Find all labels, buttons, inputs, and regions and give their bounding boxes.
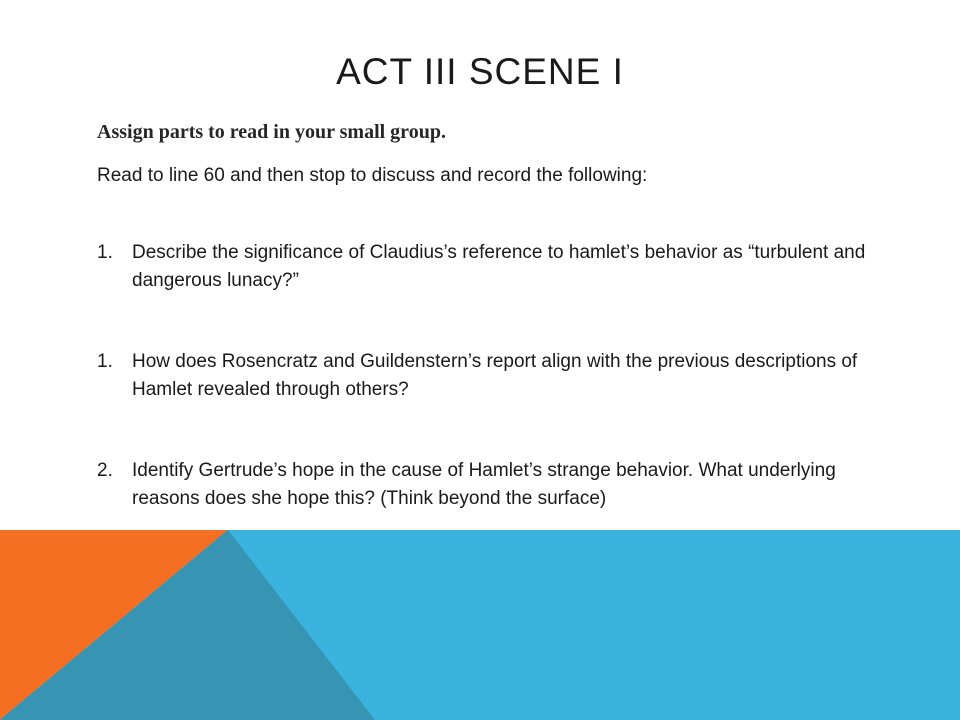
list-item-text: Identify Gertrude’s hope in the cause of Hamlet’s strange behavior. What underlying reasons does she hope this? (Think beyond the surface) — [132, 460, 836, 509]
list-item — [97, 239, 867, 295]
list-item-number: 1. — [97, 242, 113, 263]
list-item-number: 1. — [97, 351, 113, 372]
list-item-number: 2. — [97, 460, 113, 481]
list-item — [97, 457, 867, 513]
list-item — [97, 348, 867, 404]
slide-title: ACT III SCENE I — [336, 51, 624, 92]
subtitle: Assign parts to read in your small group. — [97, 121, 446, 143]
list-item-text: Describe the significance of Claudius’s reference to hamlet’s behavior as “turbulent and dangerous lunacy?” — [132, 242, 866, 291]
intro-text: Read to line 60 and then stop to discuss and record the following: — [97, 165, 648, 186]
list-item-text: How does Rosencratz and Guildenstern’s report align with the previous descriptions of Hamlet revealed through others? — [132, 351, 858, 400]
